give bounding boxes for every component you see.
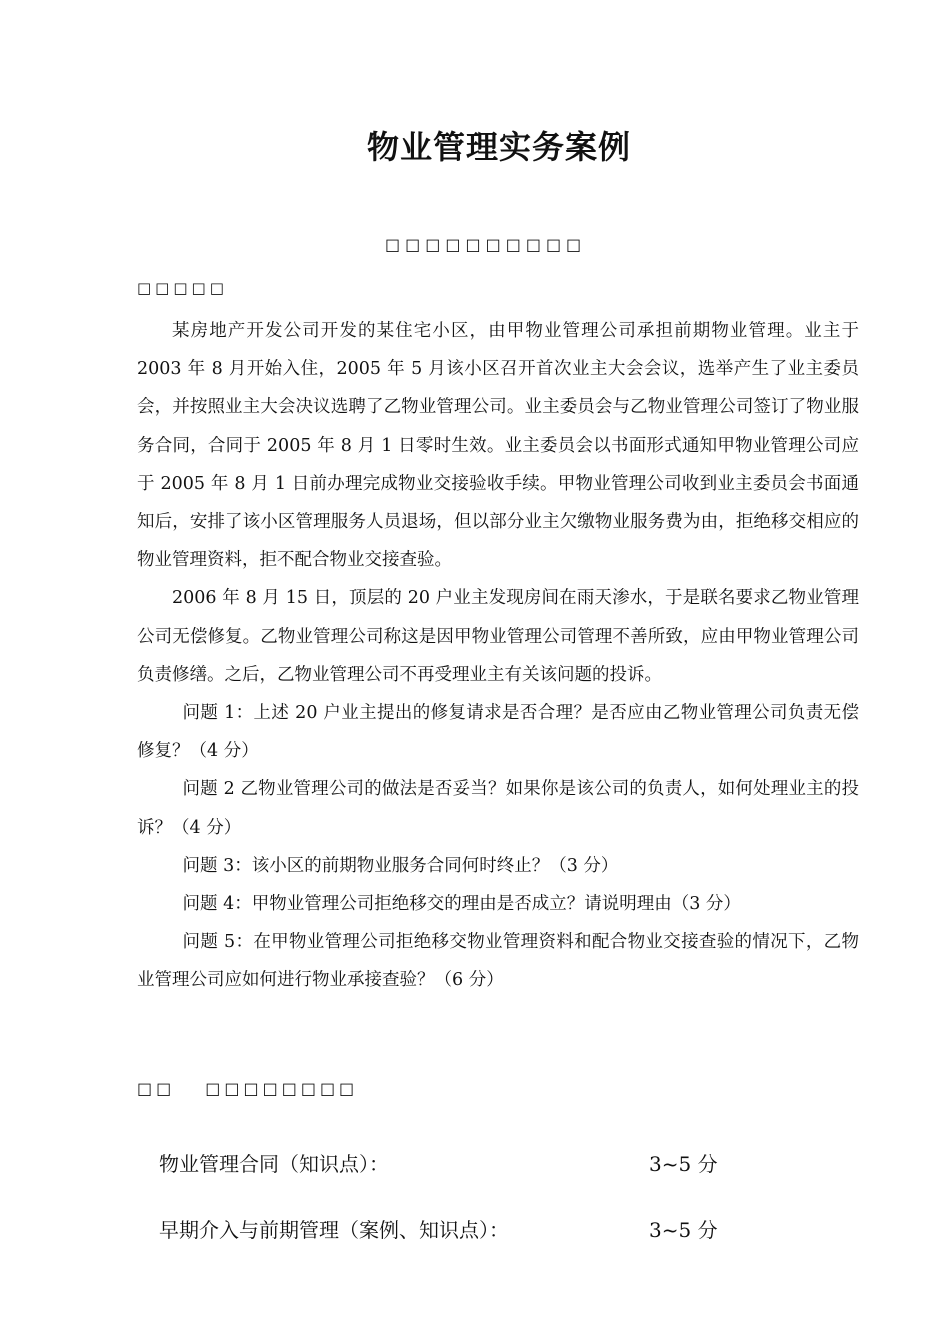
topic-name: 物业管理合同（知识点）： [159, 1152, 389, 1176]
case-paragraph: 某房地产开发公司开发的某住宅小区，由甲物业管理公司承担前期物业管理。业主于 2003 年 8 月开始入住，2005 年 5 月该小区召开首次业主大会会议，选举产生了业主委员会，并按照业主大会决议选聘了乙物业管理公司。业主委员会与乙物业管理公司签订了物业服务合同，合同于 2005 年 8 月 1 日零时生效。业主委员会以书面形式通知甲物业管理公司应于 2005 年 8 月 1 日前办理完成物业交接验收手续。甲物业管理公司收到业主委员会书面通知后，安排了该小区管理服务人员退场，但以部分业主欠缴物业服务费为由，拒绝移交相应的物业管理资料，拒不配合物业交接查验。 [137, 321, 859, 571]
document-title: 物业管理实务案例 [366, 128, 631, 166]
document-subtitle: □□□□□□□□□□ [385, 235, 587, 254]
question-item: 问题 5：在甲物业管理公司拒绝移交物业管理资料和配合物业交接查验的情况下，乙物业管理公司应如何进行物业承接查验？（6 分） [137, 932, 859, 991]
section-label: □□□□□ [137, 279, 228, 297]
topic-name: 早期介入与前期管理（案例、知识点）： [159, 1218, 509, 1242]
topic-row [159, 1148, 759, 1178]
lower-heading-prefix: □□ [137, 1079, 176, 1098]
case-paragraph: 2006 年 8 月 15 日，顶层的 20 户业主发现房间在雨天渗水，于是联名要求乙物业管理公司无偿修复。乙物业管理公司称这是因甲物业管理公司管理不善所致，应由甲物业管理公司负责修缮。之后，乙物业管理公司不再受理业主有关该问题的投诉。 [137, 588, 859, 685]
lower-section-heading [137, 1079, 358, 1098]
lower-heading-text: □□□□□□□□ [205, 1079, 359, 1098]
topic-score: 3~5 分 [649, 1152, 718, 1176]
question-item: 问题 4：甲物业管理公司拒绝移交的理由是否成立？请说明理由（3 分） [182, 894, 741, 915]
question-item: 问题 2 乙物业管理公司的做法是否妥当？如果你是该公司的负责人，如何处理业主的投诉？（4 分） [137, 779, 859, 838]
question-item: 问题 1：上述 20 户业主提出的修复请求是否合理？是否应由乙物业管理公司负责无偿修复？（4 分） [137, 703, 859, 762]
topic-score: 3~5 分 [649, 1218, 718, 1242]
case-body [137, 312, 859, 1000]
question-item: 问题 3：该小区的前期物业服务合同何时终止？（3 分） [182, 855, 619, 876]
topic-row [159, 1214, 759, 1244]
